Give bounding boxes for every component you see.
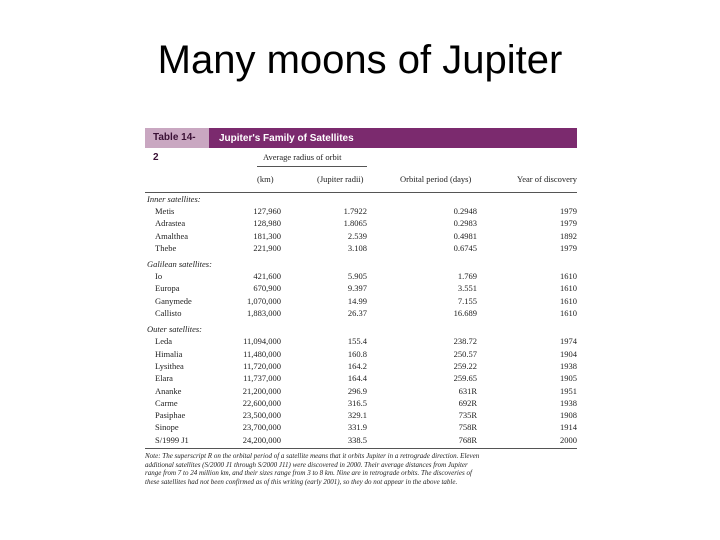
orbit-radius-jr: 338.5 [347,434,367,445]
group-header-rule [257,166,367,167]
discovery-year: 1610 [560,295,577,306]
orbit-radius-jr: 164.4 [347,373,367,384]
orbit-radius-jr: 155.4 [347,336,367,347]
discovery-year: 1610 [560,271,577,282]
col-header-km: (km) [257,174,274,184]
orbit-radius-jr: 14.99 [347,295,367,306]
satellite-name: Leda [155,336,172,347]
orbit-radius-jr: 1.7922 [343,206,367,216]
table-number: Table 14-2 [145,128,209,148]
satellite-name: Sinope [155,422,179,433]
orbit-radius-jr: 329.1 [347,410,367,421]
orbit-radius-km: 421,600 [253,271,281,282]
orbital-period: 0.6745 [453,242,477,253]
orbital-period: 259.22 [453,360,477,371]
orbit-radius-km: 128,980 [253,218,281,229]
table-note: Note: The superscript R on the orbital period of a satellite means that it orbits Jupiter in a retrograde direction. Eleven additional satellites (S/2000 J1 through S/2000 J11) were discovered in 2000. Their average distances from Jupiter range from 7 to 24 million km, and their sizes range from 3 to 8 km. Nine are in retrograde orbits. The discoveries of these satellites had not been confirmed as of this writing (early 2001), so they do not appear in the above table. [145,452,480,486]
satellite-name: Amalthea [155,230,189,241]
orbit-radius-km: 11,094,000 [243,336,281,347]
discovery-year: 1938 [560,397,577,408]
column-headers [145,148,577,192]
table-row [145,270,577,282]
satellite-name: Pasiphae [155,410,186,421]
table-row [145,348,577,360]
table-caption: Jupiter's Family of Satellites [219,132,354,144]
satellite-name: Io [155,271,163,282]
table-row [145,307,577,319]
orbit-radius-km: 181,300 [253,230,281,241]
orbital-period: 692R [458,397,477,408]
orbit-radius-km: 127,960 [253,206,281,216]
table-body [145,193,577,446]
orbital-period: 3.551 [457,283,477,294]
orbit-radius-km: 1,883,000 [247,308,281,319]
orbit-radius-jr: 3.108 [347,242,367,253]
satellite-name: Himalia [155,348,183,359]
discovery-year: 1979 [560,206,577,216]
satellite-name: Lysithea [155,360,184,371]
orbital-period: 16.689 [453,308,477,319]
orbit-radius-jr: 2.539 [347,230,367,241]
orbit-radius-km: 22,600,000 [242,397,281,408]
orbit-radius-jr: 1.8065 [343,218,367,229]
orbit-radius-jr: 9.397 [347,283,367,294]
section-label: Galilean satellites: [147,259,212,270]
orbital-period: 735R [458,410,477,421]
orbit-radius-km: 11,480,000 [243,348,281,359]
orbital-period: 1.769 [457,271,477,282]
orbit-radius-jr: 5.905 [347,271,367,282]
table-row [145,372,577,384]
satellite-name: Ganymede [155,295,192,306]
discovery-year: 1610 [560,308,577,319]
discovery-year: 1938 [560,360,577,371]
discovery-year: 2000 [560,434,577,445]
satellite-name: Adrastea [155,218,186,229]
orbital-period: 259.65 [453,373,477,384]
section-label: Inner satellites: [147,194,201,204]
orbital-period: 768R [458,434,477,445]
discovery-year: 1908 [560,410,577,421]
orbit-radius-km: 11,720,000 [243,360,281,371]
satellite-name: S/1999 J1 [155,434,189,445]
orbit-radius-km: 23,500,000 [242,410,281,421]
satellites-table [145,128,577,486]
orbital-period: 631R [458,385,477,396]
orbit-radius-jr: 296.9 [347,385,367,396]
footer-rule [145,448,577,449]
orbit-radius-jr: 164.2 [347,360,367,371]
orbit-radius-km: 23,700,000 [242,422,281,433]
orbit-radius-jr: 316.5 [347,397,367,408]
orbital-period: 7.155 [457,295,477,306]
table-row [145,335,577,347]
group-header: Average radius of orbit [263,152,342,162]
discovery-year: 1914 [560,422,577,433]
table-row [145,205,577,217]
discovery-year: 1905 [560,373,577,384]
discovery-year: 1892 [560,230,577,241]
orbit-radius-km: 21,200,000 [242,385,281,396]
discovery-year: 1974 [560,336,577,347]
discovery-year: 1610 [560,283,577,294]
satellite-name: Europa [155,283,180,294]
orbit-radius-km: 221,900 [253,242,281,253]
table-row [145,282,577,294]
satellite-name: Thebe [155,242,177,253]
slide-title: Many moons of Jupiter [157,38,563,82]
orbit-radius-jr: 160.8 [347,348,367,359]
table-row [145,409,577,421]
orbital-period: 0.4981 [453,230,477,241]
orbital-period: 238.72 [453,336,477,347]
satellite-name: Carme [155,397,178,408]
table-row [145,421,577,433]
orbital-period: 0.2983 [453,218,477,229]
orbit-radius-jr: 26.37 [347,308,367,319]
table-row [145,242,577,254]
orbital-period: 758R [458,422,477,433]
discovery-year: 1951 [560,385,577,396]
discovery-year: 1979 [560,242,577,253]
table-row [145,434,577,446]
satellite-name: Elara [155,373,173,384]
col-header-jr: (Jupiter radii) [317,174,364,184]
table-row [145,217,577,229]
col-header-year: Year of discovery [516,174,577,184]
table-row [145,397,577,409]
section-label: Outer satellites: [147,324,203,335]
orbit-radius-km: 670,900 [253,283,281,294]
col-header-orbital: Orbital period (days) [400,174,472,184]
table-row [145,360,577,372]
satellite-name: Metis [155,206,175,216]
satellite-name: Callisto [155,308,182,319]
orbit-radius-jr: 331.9 [347,422,367,433]
discovery-year: 1904 [560,348,577,359]
orbital-period: 0.2948 [453,206,477,216]
orbit-radius-km: 24,200,000 [242,434,281,445]
table-row [145,295,577,307]
orbit-radius-km: 1,070,000 [247,295,281,306]
table-row [145,230,577,242]
orbit-radius-km: 11,737,000 [243,373,281,384]
table-row [145,385,577,397]
discovery-year: 1979 [560,218,577,229]
satellite-name: Ananke [155,385,182,396]
orbital-period: 250.57 [453,348,477,359]
